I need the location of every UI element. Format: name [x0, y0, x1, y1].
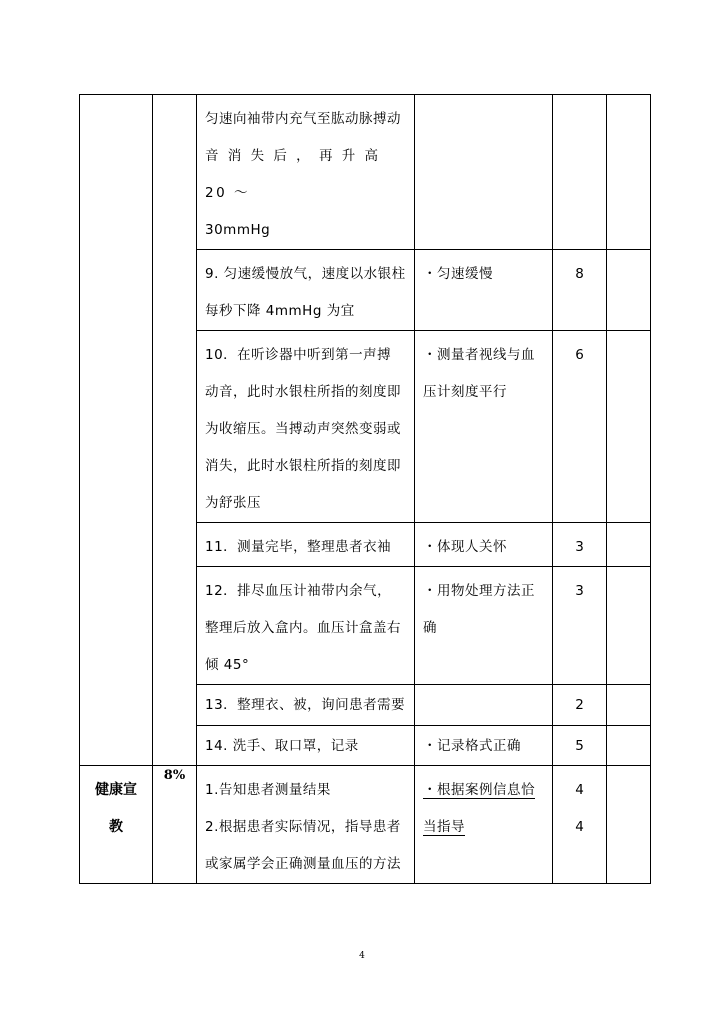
content-cell: 1.告知患者测量结果 2.根据患者实际情况，指导患者 或家属学会正确测量血压的方法	[197, 766, 415, 884]
requirement-cell	[415, 685, 553, 726]
section-percent: 8%	[163, 768, 186, 783]
score-cell: 5	[553, 726, 607, 766]
content-cell: 11．测量完毕，整理患者衣袖	[197, 523, 415, 567]
deduction-cell	[607, 685, 651, 726]
page-number: 4	[359, 951, 365, 961]
section-cell	[80, 766, 153, 884]
requirement-cell: ・根据案例信息恰 当指导	[415, 766, 553, 884]
content-cell: 10．在听诊器中听到第一声搏 动音，此时水银柱所指的刻度即 为收缩压。当搏动声突然变弱或 消失，此时水银柱所指的刻度即 为舒张压	[197, 331, 415, 523]
deduction-cell	[607, 567, 651, 685]
deduction-cell	[607, 95, 651, 250]
score-cell	[553, 95, 607, 250]
percent-cell	[153, 95, 197, 766]
content-cell: 13．整理衣、被，询问患者需要	[197, 685, 415, 726]
requirement-cell: ・匀速缓慢	[415, 250, 553, 331]
deduction-cell	[607, 250, 651, 331]
deduction-cell	[607, 523, 651, 567]
score-cell: 2	[553, 685, 607, 726]
content-cell: 12．排尽血压计袖带内余气， 整理后放入盒内。血压计盒盖右 倾 45°	[197, 567, 415, 685]
content-cell: 14. 洗手、取口罩，记录	[197, 726, 415, 766]
score-cell: 3	[553, 567, 607, 685]
scoring-table	[79, 94, 651, 884]
content-cell: 匀速向袖带内充气至肱动脉搏动 音 消 失 后 ， 再 升 高 20 ～ 30mmHg	[197, 95, 415, 250]
score-cell: 8	[553, 250, 607, 331]
table-row	[80, 95, 651, 250]
section-cell	[80, 95, 153, 766]
deduction-cell	[607, 726, 651, 766]
score-cell: 3	[553, 523, 607, 567]
table-row-health-education	[80, 766, 651, 884]
requirement-cell: ・体现人关怀	[415, 523, 553, 567]
section-title: 健康宣 教	[95, 782, 137, 835]
score-cell: 6	[553, 331, 607, 523]
requirement-cell: ・用物处理方法正 确	[415, 567, 553, 685]
score-cell: 4 4	[553, 766, 607, 884]
deduction-cell	[607, 331, 651, 523]
requirement-cell: ・测量者视线与血 压计刻度平行	[415, 331, 553, 523]
content-cell: 9. 匀速缓慢放气，速度以水银柱 每秒下降 4mmHg 为宜	[197, 250, 415, 331]
requirement-cell: ・记录格式正确	[415, 726, 553, 766]
percent-cell	[153, 766, 197, 884]
requirement-cell	[415, 95, 553, 250]
deduction-cell	[607, 766, 651, 884]
